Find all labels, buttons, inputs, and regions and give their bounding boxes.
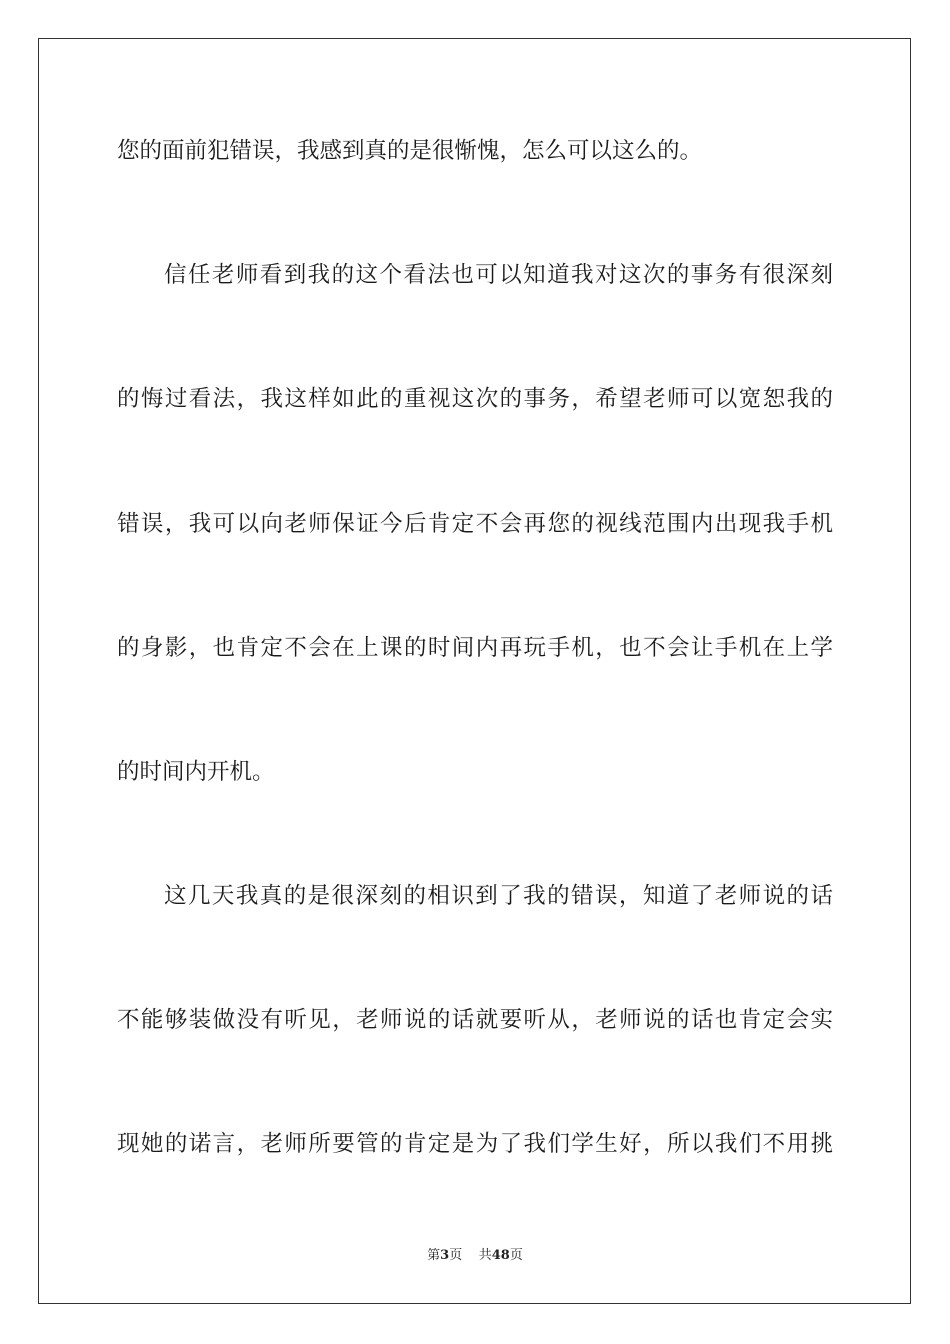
body-line-7: 这几天我真的是很深刻的相识到了我的错误，知道了老师说的话 xyxy=(164,883,833,909)
body-line-2: 信任老师看到我的这个看法也可以知道我对这次的事务有很深刻 xyxy=(164,262,833,288)
footer-total-prefix: 共 xyxy=(478,1248,492,1263)
footer-page-suffix: 页 xyxy=(449,1248,463,1263)
body-line-3: 的悔过看法，我这样如此的重视这次的事务，希望老师可以宽恕我的 xyxy=(117,386,833,412)
body-line-5: 的身影，也肯定不会在上课的时间内再玩手机，也不会让手机在上学 xyxy=(117,635,833,661)
footer-page-prefix: 第 xyxy=(427,1248,441,1263)
body-line-6: 的时间内开机。 xyxy=(117,759,275,785)
body-line-9: 现她的诺言，老师所要管的肯定是为了我们学生好，所以我们不用挑 xyxy=(117,1131,833,1157)
footer-total-pages: 48 xyxy=(491,1248,510,1263)
body-line-1: 您的面前犯错误，我感到真的是很惭愧，怎么可以这么的。 xyxy=(117,138,703,164)
body-line-8: 不能够装做没有听见，老师说的话就要听从，老师说的话也肯定会实 xyxy=(117,1007,833,1033)
footer-page-number: 3 xyxy=(440,1248,450,1263)
footer-total-suffix: 页 xyxy=(509,1248,523,1263)
page-border xyxy=(38,38,911,1304)
page-footer xyxy=(0,1247,950,1265)
body-line-4: 错误，我可以向老师保证今后肯定不会再您的视线范围内出现我手机 xyxy=(117,511,833,537)
